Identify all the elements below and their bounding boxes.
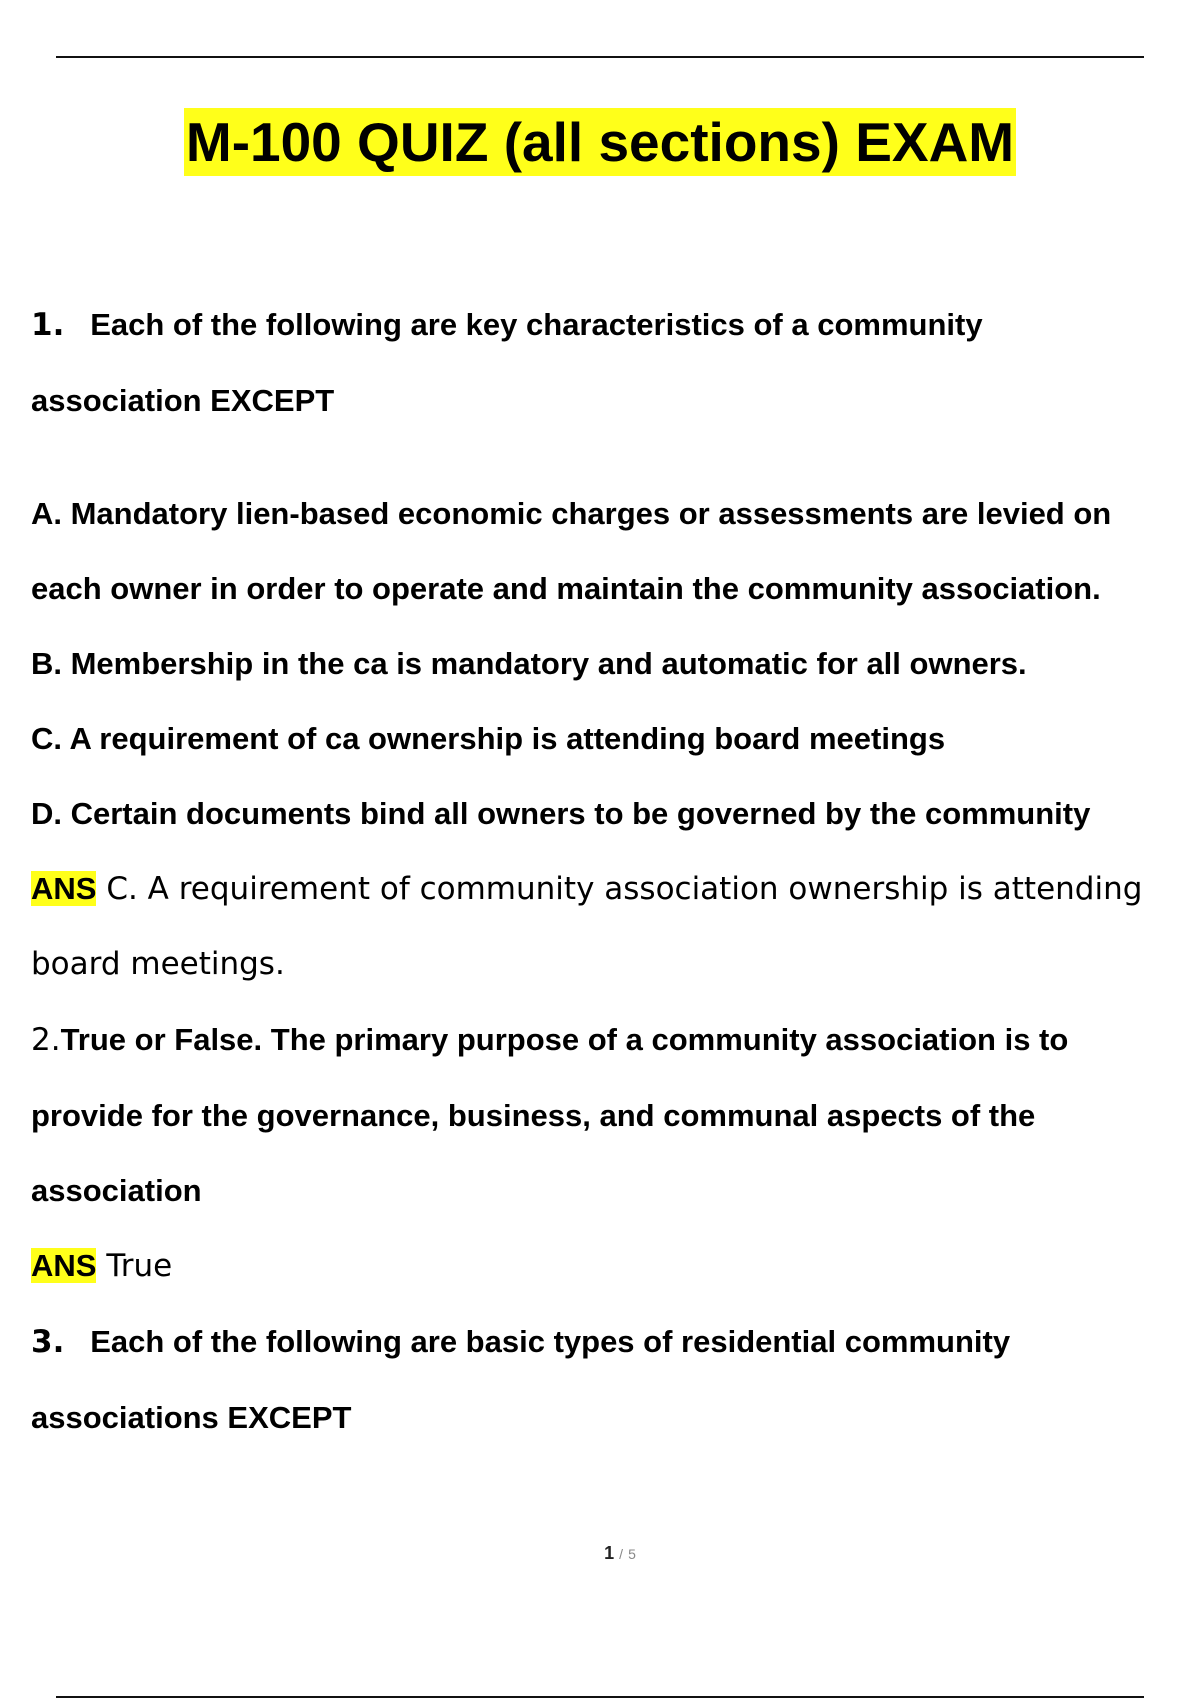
question-1-option-d: D. Certain documents bind all owners to be governed by the community	[31, 796, 1091, 831]
question-2-line-3: association	[31, 1173, 202, 1208]
question-1-option-c: C. A requirement of ca ownership is attending board meetings	[31, 721, 946, 756]
question-2-text: True or False. The primary purpose of a community association is to	[60, 1022, 1069, 1057]
spacer	[31, 438, 1191, 476]
question-2-line-1	[31, 1002, 1191, 1078]
answer-label: ANS	[31, 871, 97, 906]
question-1-option-a-line-2: each owner in order to operate and maintain the community association.	[31, 571, 1101, 606]
question-2-line-2: provide for the governance, business, and communal aspects of the	[31, 1098, 1036, 1133]
question-1-option-a-line-1: A. Mandatory lien-based economic charges or assessments are levied on	[31, 496, 1112, 531]
page-separator: /	[619, 1546, 624, 1562]
question-1-text: Each of the following are key characteristics of a community	[90, 307, 983, 342]
page-total: 5	[628, 1546, 636, 1562]
bottom-rule	[56, 1696, 1144, 1698]
question-1-line-2: association EXCEPT	[31, 383, 335, 418]
question-1-option-b: B. Membership in the ca is mandatory and automatic for all owners.	[31, 646, 1027, 681]
question-3-text: Each of the following are basic types of residential community	[90, 1324, 1011, 1359]
page-indicator	[0, 1543, 1200, 1564]
page-current: 1	[604, 1543, 615, 1563]
question-3-line-2: associations EXCEPT	[31, 1400, 352, 1435]
question-1-line-1	[31, 287, 1191, 363]
top-rule	[56, 56, 1144, 58]
answer-label: ANS	[31, 1248, 97, 1283]
question-3-line-1	[31, 1304, 1191, 1380]
title-container	[0, 108, 1200, 176]
document-title: M-100 QUIZ (all sections) EXAM	[184, 108, 1016, 176]
question-2-answer-text: True	[106, 1248, 173, 1284]
question-3-number: 3.	[31, 1324, 65, 1360]
question-1-answer-line-2: board meetings.	[31, 946, 285, 982]
question-list	[31, 287, 1191, 1455]
question-1-answer-line-1	[31, 851, 1191, 927]
question-1-number: 1.	[31, 307, 65, 343]
question-2-number: 2.	[31, 1022, 61, 1058]
question-1-answer-text: C. A requirement of community association ownership is attending	[106, 871, 1143, 907]
question-2-answer	[31, 1228, 1191, 1304]
